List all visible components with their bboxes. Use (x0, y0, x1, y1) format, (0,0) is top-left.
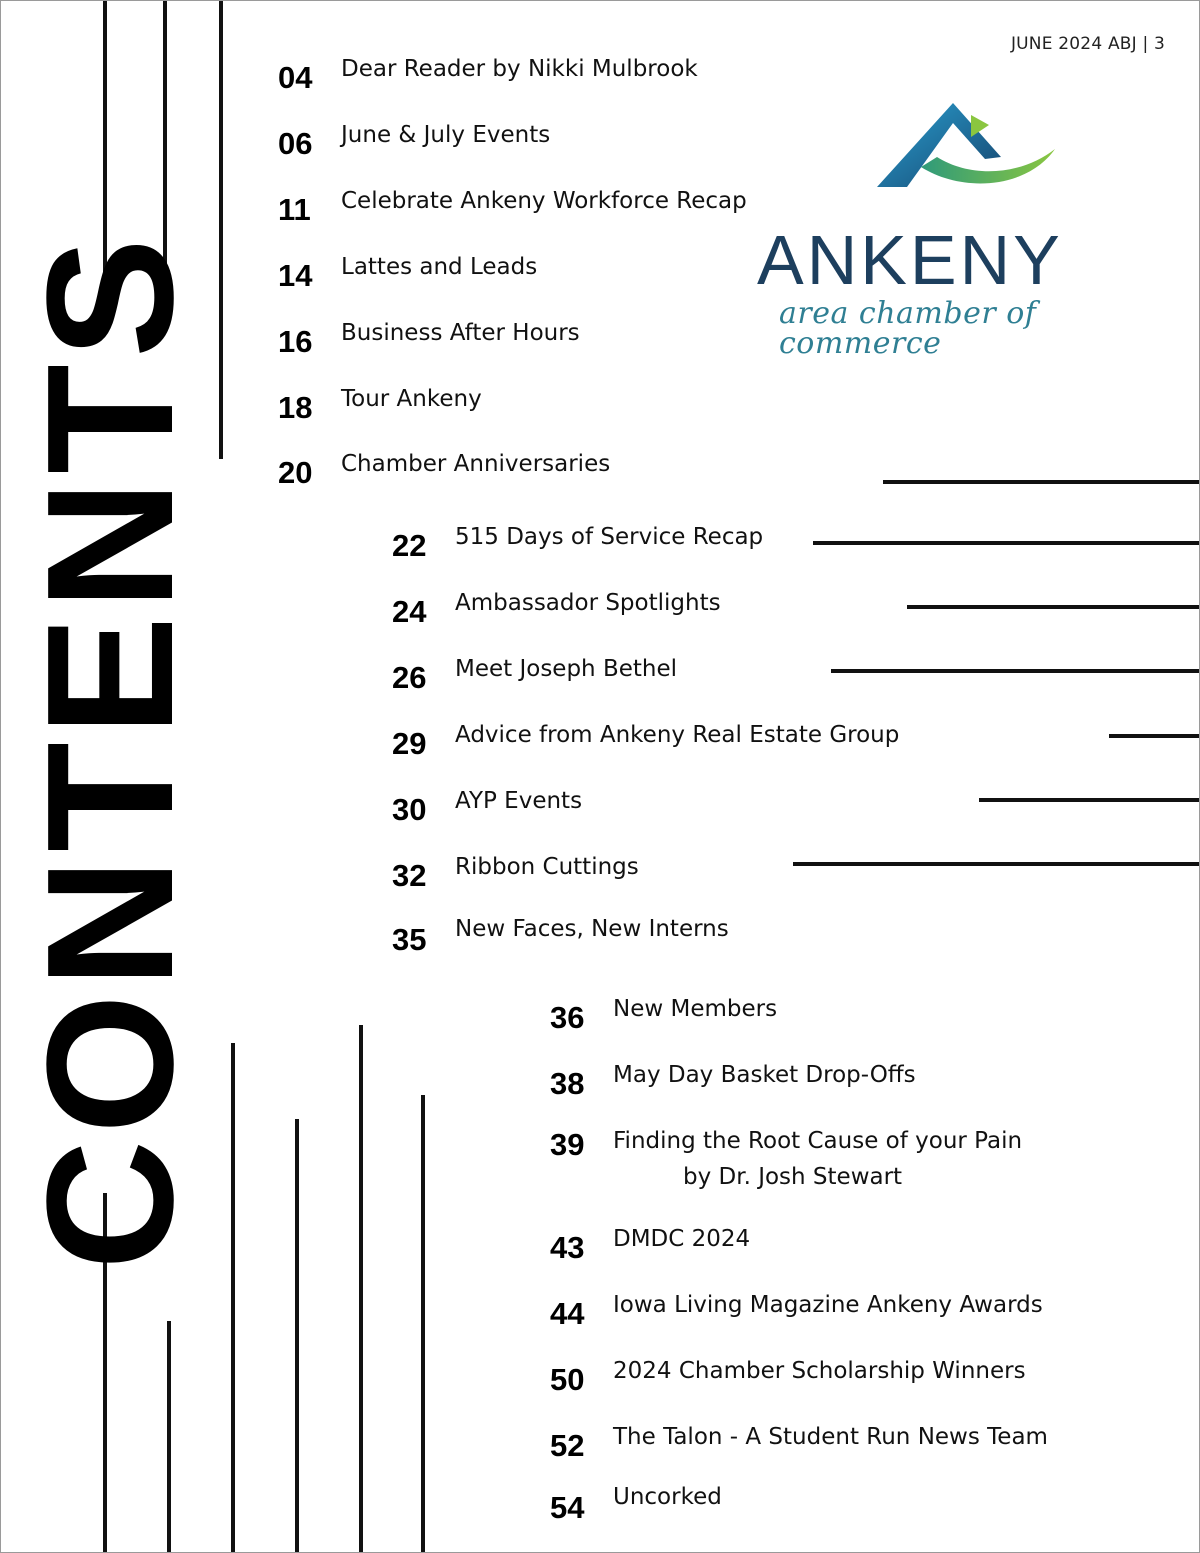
logo-tagline: area chamber of commerce (779, 296, 1037, 361)
decorative-vline (295, 1119, 299, 1553)
decorative-vline (231, 1043, 235, 1553)
toc-page-number: 32 (392, 858, 427, 893)
contents-title: CONTENTS (10, 232, 211, 1270)
toc-title: Meet Joseph Bethel (455, 656, 678, 682)
toc-title: New Faces, New Interns (455, 916, 729, 942)
decorative-hline (1109, 734, 1199, 738)
toc-page-number: 26 (392, 660, 427, 695)
toc-page-number: 16 (278, 324, 313, 359)
toc-page-number: 14 (278, 258, 313, 293)
toc-title: The Talon - A Student Run News Team (613, 1424, 1048, 1450)
toc-title: 2024 Chamber Scholarship Winners (613, 1358, 1026, 1384)
toc-subtitle: by Dr. Josh Stewart (683, 1164, 903, 1190)
toc-page-number: 24 (392, 594, 427, 629)
toc-title: Uncorked (613, 1484, 722, 1510)
decorative-hline (793, 862, 1199, 866)
toc-title: Ribbon Cuttings (455, 854, 639, 880)
toc-page-number: 44 (550, 1296, 585, 1331)
toc-title: DMDC 2024 (613, 1226, 751, 1252)
decorative-hline (813, 541, 1199, 545)
toc-title: Iowa Living Magazine Ankeny Awards (613, 1292, 1043, 1318)
toc-page-number: 54 (550, 1490, 585, 1525)
toc-page-number: 18 (278, 390, 313, 425)
toc-page-number: 04 (278, 60, 313, 95)
ankeny-chamber-logo (757, 97, 1167, 361)
decorative-hline (979, 798, 1199, 802)
toc-page-number: 50 (550, 1362, 585, 1397)
toc-title: June & July Events (341, 122, 551, 148)
issue-page-label: JUNE 2024 ABJ | 3 (1010, 34, 1165, 54)
toc-page-number: 39 (550, 1127, 585, 1162)
decorative-hline (883, 480, 1199, 484)
toc-page-number: 06 (278, 126, 313, 161)
decorative-hline (907, 605, 1199, 609)
decorative-vline (219, 1, 223, 459)
decorative-vline (167, 1321, 171, 1553)
toc-title: Business After Hours (341, 320, 580, 346)
toc-page-number: 38 (550, 1066, 585, 1101)
toc-title: Dear Reader by Nikki Mulbrook (341, 56, 698, 82)
decorative-vline (359, 1025, 363, 1553)
toc-title: Ambassador Spotlights (455, 590, 721, 616)
toc-page-number: 30 (392, 792, 427, 827)
toc-title: May Day Basket Drop-Offs (613, 1062, 916, 1088)
toc-page-number: 20 (278, 455, 313, 490)
toc-page-number: 11 (278, 192, 311, 227)
toc-title: 515 Days of Service Recap (455, 524, 764, 550)
toc-title: AYP Events (455, 788, 583, 814)
toc-page-number: 22 (392, 528, 427, 563)
toc-page-number: 35 (392, 922, 427, 957)
toc-title: Finding the Root Cause of your Pain (613, 1128, 1023, 1154)
toc-title: Tour Ankeny (341, 386, 482, 412)
decorative-hline (831, 669, 1199, 673)
toc-title: Lattes and Leads (341, 254, 538, 280)
toc-title: Advice from Ankeny Real Estate Group (455, 722, 900, 748)
toc-title: Chamber Anniversaries (341, 451, 611, 477)
toc-title: New Members (613, 996, 778, 1022)
toc-title: Celebrate Ankeny Workforce Recap (341, 188, 747, 214)
logo-wordmark: ANKENY (757, 221, 1063, 299)
toc-page-number: 52 (550, 1428, 585, 1463)
toc-page-number: 36 (550, 1000, 585, 1035)
toc-page-number: 43 (550, 1230, 585, 1265)
toc-page-number: 29 (392, 726, 427, 761)
decorative-vline (421, 1095, 425, 1553)
ankeny-roof-icon (757, 97, 1167, 197)
